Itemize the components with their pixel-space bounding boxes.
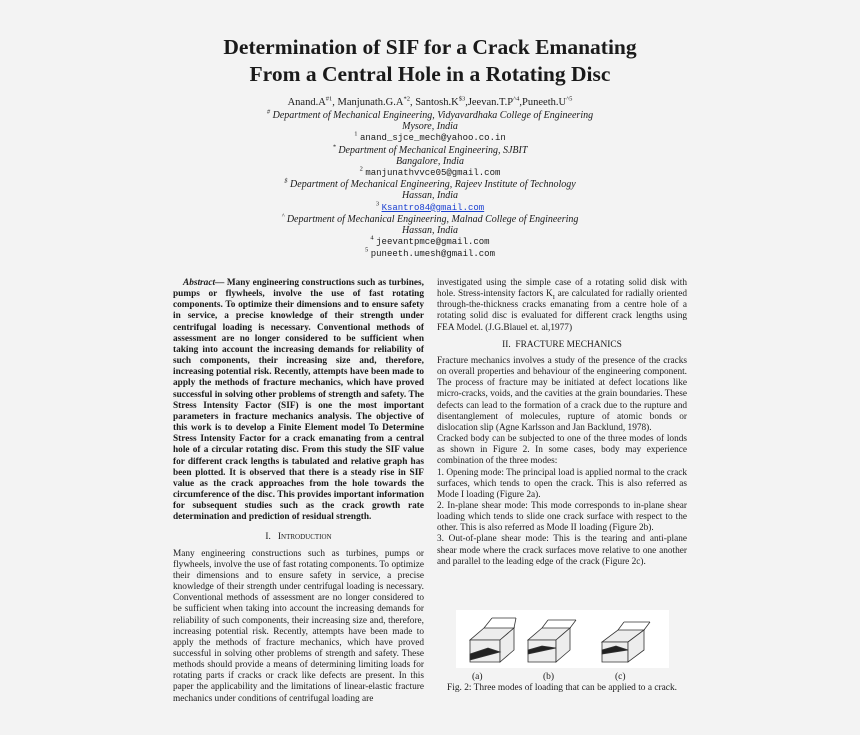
author-mark: *2: [403, 95, 410, 103]
abstract: [173, 278, 424, 523]
mode-1-text: 1. Opening mode: The principal load is applied normal to the crack surfaces, which tends to open the crack. This is also referred as Mode I loading (Figure 2a).: [437, 467, 687, 500]
section-heading-introduction: I. Introduction: [265, 532, 332, 543]
left-column: [173, 278, 424, 705]
author-name: Anand.A: [287, 97, 326, 108]
author-mark: ^5: [566, 95, 573, 103]
affiliation-1-location: Mysore, India: [402, 121, 458, 133]
affiliation-1: # Department of Mechanical Engineering, Vidyavardhaka College of Engineering: [266, 108, 594, 121]
mode-2-text: 2. In-plane shear mode: This mode corresponds to in-plane shear loading which tends to slide one crack surface with respect to the other. This is also referred as Mode II loading (Figure 2b).: [437, 500, 687, 534]
email-4: $^4$ jeevantpmce@gmail.com: [370, 234, 490, 248]
right-column: [437, 278, 687, 568]
affiliations: [0, 110, 860, 261]
title-line-1: Determination of SIF for a Crack Emanating: [223, 35, 637, 59]
crack-modes-illustration: [456, 610, 669, 668]
figure-label-c: (c): [615, 672, 626, 682]
mode-b-block: [528, 620, 576, 662]
author-name: Jeevan.T.P: [467, 97, 514, 108]
figure-label-b: (b): [543, 672, 555, 682]
author-name: Manjunath.G.A: [337, 97, 404, 108]
intro-continuation: investigated using the simple case of a rotating solid disk with hole. Stress-intensity factors $K_I$ are calculated for radially oriented through-the-thickness cracks emanating from a centre hole of a rotating solid disc is evaluated for different crack lengths using FEA Model. (J.G.Blauel et. al,1977): [437, 278, 688, 333]
mode-c-block: [602, 622, 650, 662]
paper-title: [0, 34, 860, 88]
author-name: Puneeth.U: [522, 97, 567, 108]
section-heading-fracture-mechanics: II. FRACTURE MECHANICS: [502, 339, 622, 350]
figure-caption: Fig. 2: Three modes of loading that can be applied to a crack.: [447, 683, 677, 693]
author-mark: #1: [325, 95, 333, 103]
affiliation-3-location: Hassan, India: [401, 190, 459, 202]
author-mark: ^4: [513, 95, 520, 103]
affiliation-2-location: Bangalore, India: [396, 155, 464, 167]
author-mark: $3: [458, 95, 466, 103]
email-link[interactable]: Ksantro84@gmail.com: [381, 202, 485, 213]
abstract-lead: Abstract: [183, 278, 216, 288]
fracture-paragraph-2: Cracked body can be subjected to one of the three modes of londs as shown in Figure 2. In some cases, body may experience combination of the three modes:: [437, 434, 687, 467]
title-line-2: From a Central Hole in a Rotating Disc: [249, 62, 611, 86]
figure-label-a: (a): [472, 672, 483, 682]
fracture-paragraph-1: Fracture mechanics involves a study of the presence of the cracks on overall properties and behaviour of the engineering component. The process of fracture may be initiated at defect locations like micro-cracks, voids, and the cavities at the grain boundaries. These defects can lead to the formation of a crack due to the rupture and disentanglement of molecules, rupture of atomic bonds or dislocation slip (Agne Karlsson and Jan Backlund, 1978).: [437, 355, 687, 433]
abstract-text: — Many engineering constructions such as turbines, pumps or flywheels, involve the use of fast rotating components. To optimize their dimensions and to ensure safety in service, a precise knowledge of their strength under centrifugal loading is necessary. Conventional methods of assessment are no longer considered to be sufficient when taking into account the increasing demands for reliability of such components, their increasing size and, therefore, increasing potential risk. Recently, attempts have been made to apply the methods of fracture mechanics, which have proved successful in solving other problems of strength and safety. The Stress Intensity Factor (SIF) is one the most important parameters in fracture mechanics analysis. The objective of this work is to develop a Finite Element model To Determine Stress Intensity Factor for a crack emanating from a central hole of a circular rotating disc. From this study the SIF value for different crack lengths is tabulated and relative graph has been plotted. It is observed that there is a steady rise in SIF value as the crack approaches from the hole towards the circumference of the disc. This provides important information for subsequent studies such as the crack growth rate determination and prediction of residual strength.: [173, 278, 424, 523]
email-2: $^2$ manjunathvvce05@gmail.com: [359, 165, 501, 179]
email-1: $^1$ anand_sjce_mech@yahoo.co.in: [354, 131, 506, 144]
author-name: Santosh.K: [415, 97, 459, 108]
introduction-text: Many engineering constructions such as turbines, pumps or flywheels, involve the use of fast rotating components. To optimize their dimensions and to ensure safety in service, a precise knowledge of their strength under centrifugal loading is necessary. Conventional methods of assessment are no longer considered to be sufficient when taking into account the increasing demands for reliability of such components, their increasing size and, therefore, increasing potential risk. Recently, attempts have been made to apply the methods of fracture mechanics, which have proved successful in solving other problems of strength and safety. These methods should provide a means of determining limiting loads for rotating parts if cracks or crack like defects are present. In this paper the applicability and the limitations of linear-elastic fracture mechanics under conditions of centrifugal loading are: [173, 548, 424, 704]
affiliation-2: * Department of Mechanical Engineering, SJBIT: [332, 143, 528, 156]
email-5: $^5$ puneeth.umesh@gmail.com: [365, 247, 495, 260]
author-line: $Anand.A^{\#1}$, $Manjunath.G.A^{*2}$, $Santosh.K^{\$3},Jeevan.T.P^{\^{}4},Puneeth.U^{\^{}5}$: [287, 95, 573, 108]
affiliation-4: ^ Department of Mechanical Engineering, Malnad College of Engineering: [281, 212, 579, 225]
affiliation-3: $ Department of Mechanical Engineering, Rajeev Institute of Technology: [284, 177, 576, 191]
mode-a-block: [470, 618, 516, 662]
figure-crack-modes: [456, 610, 669, 668]
affiliation-4-location: Hassan, India: [401, 225, 459, 237]
mode-3-text: 3. Out-of-plane shear mode: This is the tearing and anti-plane shear mode where the crack surfaces move relative to one another and parallel to the leading edge of the crack (Figure 2c).: [437, 534, 687, 567]
email-3: $^3$ Ksantro84@gmail.com: [375, 200, 485, 213]
